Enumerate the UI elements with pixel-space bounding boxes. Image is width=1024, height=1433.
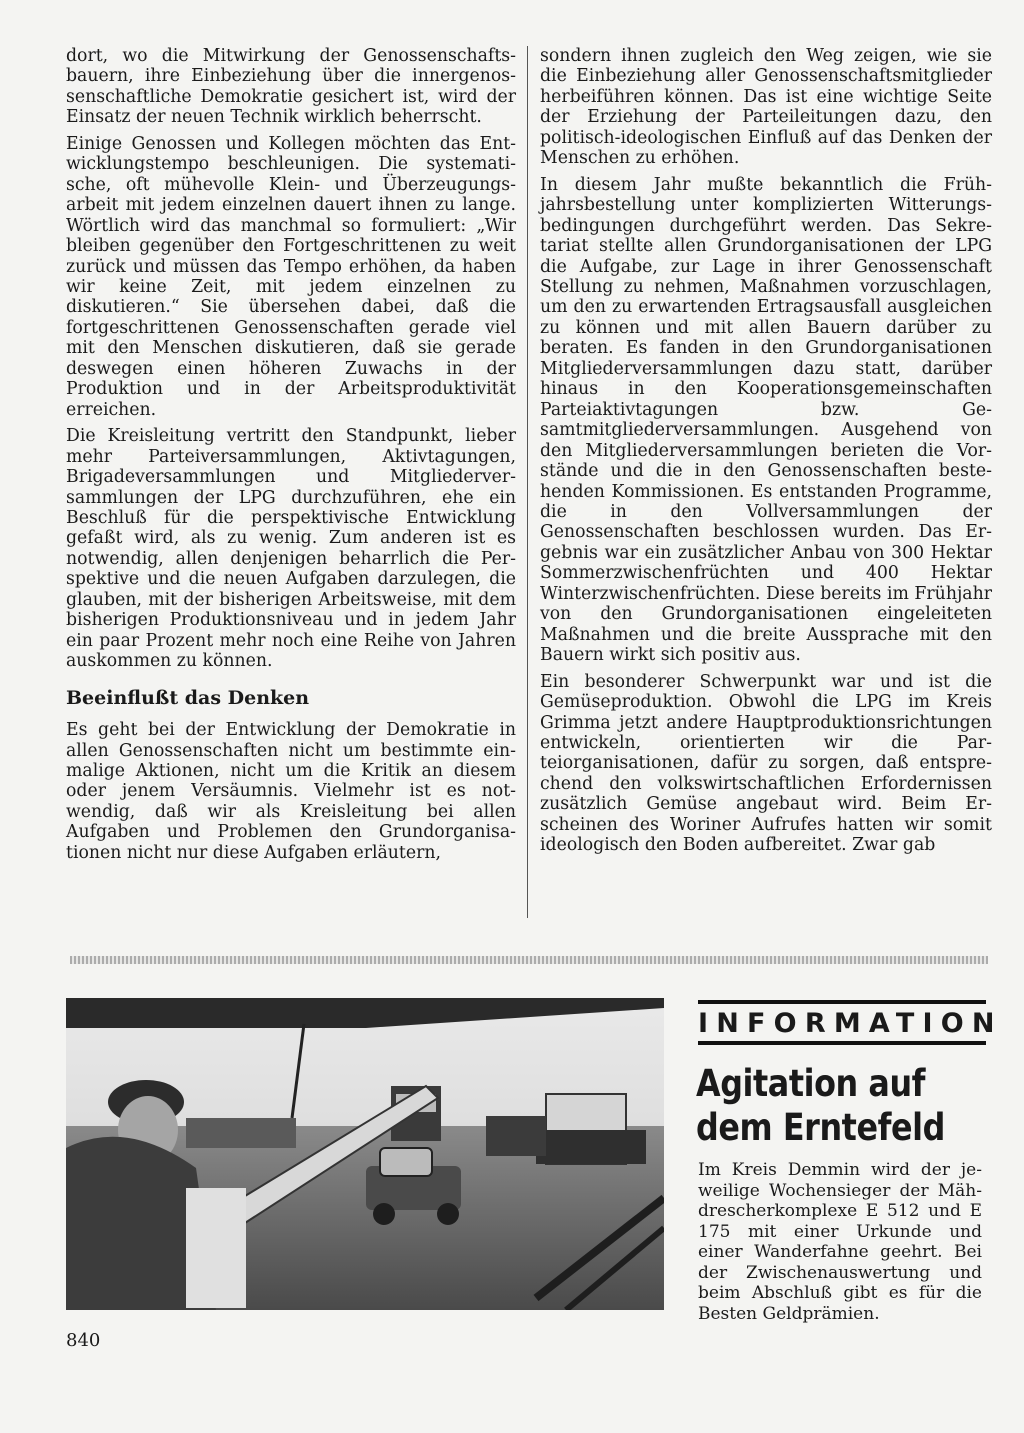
right-column [540,46,992,856]
paragraph: Einige Genossen und Kollegen möchten das Entwicklungstempo beschleunigen. Die systematische, oft mühevolle Klein- und Überzeugungsarbeit mit jedem einzelnen dauert ihnen zu lange. Wörtlich wird das manchmal so formuliert: „Wir bleiben gegenüber den Fortgeschrittenen zu weit zurück und müssen das Tempo erhöhen, da haben wir keine Zeit, mit jedem einzelnen zu diskutieren.“ Sie übersehen dabei, daß die fortgeschrittenen Genossenschaften gerade viel mit den Menschen diskutieren, daß sie gerade deswegen einen höheren Zuwachs in der Produktion und in der Arbeitsproduktivität erreichen. [66,133,516,420]
page-number: 840 [66,1330,101,1351]
harvest-field-photo [66,998,664,1310]
paragraph: sondern ihnen zugleich den Weg zeigen, wie sie die Einbeziehung aller Genossenschaftsmitglieder herbeiführen können. Das ist eine wichtige Seite der Erziehung der Parteileitungen dazu, den politisch-ideologischen Einfluß auf das Denken der Menschen zu erhöhen. [540,46,992,169]
left-column [66,46,516,863]
paragraph: dort, wo die Mitwirkung der Genossenschaftsbauern, ihre Einbeziehung über die innergenossenschaftliche Demokratie gesichert ist, wird der Einsatz der neuen Technik wirklich beherrscht. [66,46,516,128]
paragraph: In diesem Jahr mußte bekanntlich die Frühjahrsbestellung unter komplizierten Witterungsbedingungen durchgeführt werden. Das Sekretariat stellte allen Grundorganisationen der LPG die Aufgabe, zur Lage in ihrer Genossenschaft Stellung zu nehmen, Maßnahmen vorzuschlagen, um den zu erwartenden Ertragsausfall ausgleichen zu können und mit allen Bauern darüber zu beraten. Es fanden in den Grundorganisationen Mitgliederversammlungen dazu statt, darüber hinaus in den Kooperationsgemeinschaften Parteiaktivtagungen bzw. Gesamtmitgliederversammlungen. Ausgehend von den Mitgliederversammlungen berieten die Vorstände und die in den Genossenschaften bestehenden Kommissionen. Es entstanden Programme, die in den Vollversammlungen der Genossenschaften beschlossen wurden. Das Ergebnis war ein zusätzlicher Anbau von 300 Hektar Sommerzwischenfrüchten und 400 Hektar Winterzwischenfrüchten. Diese bereits im Frühjahr von den Grundorganisationen eingeleiteten Maßnahmen und die breite Aussprache mit den Bauern wirkt sich positiv aus. [540,174,992,666]
paragraph: Ein besonderer Schwerpunkt war und ist die Gemüseproduktion. Obwohl die LPG im Kreis Grimma jetzt andere Hauptproduktionsrichtungen entwickeln, orientierten wir die Parteiorganisationen, dafür zu sorgen, daß entsprechend den volkswirtschaftlichen Erfordernissen zusätzlich Gemüse angebaut wird. Beim Erscheinen des Woriner Aufrufes hatten wir somit ideologisch den Boden aufbereitet. Zwar gab [540,671,992,856]
info-headline: Agitation auf dem Erntefeld [696,1062,945,1149]
info-text: Im Kreis Demmin wird der jeweilige Wochensieger der Mähdrescherkomplexe E 512 und E 175 mit einer Urkunde und einer Wanderfahne geehrt. Bei der Zwischenauswertung und beim Abschluß gibt es für die Besten Geldprämien. [698,1160,982,1324]
section-subheading: Beeinflußt das Denken [66,686,310,709]
info-label: INFORMATION [698,1008,1003,1039]
harvest-photo-illustration [66,998,664,1310]
info-rule-top [698,1000,986,1004]
paragraph: Die Kreisleitung vertritt den Standpunkt, lieber mehr Parteiversammlungen, Aktivtagungen, Brigadeversammlungen und Mitgliederversammlungen der LPG durchzuführen, ehe ein Beschluß für die perspektivische Entwicklung gefaßt wird, als zu wenig. Zum anderen ist es notwendig, allen denjenigen beharrlich die Perspektive und die neuen Aufgaben darzulegen, die glauben, mit der bisherigen Arbeitsweise, mit dem bisherigen Produktionsniveau und in jedem Jahr ein paar Prozent mehr noch eine Reihe von Jahren auskommen zu können. [66,426,516,672]
dotted-separator [70,956,988,964]
column-divider [527,46,528,918]
paragraph: Es geht bei der Entwicklung der Demokratie in allen Genossenschaften nicht um bestimmte einmalige Aktionen, nicht um die Kritik an diesem oder jenem Versäumnis. Vielmehr ist es notwendig, daß wir als Kreisleitung bei allen Aufgaben und Problemen den Grundorganisationen nicht nur diese Aufgaben erläutern, [66,720,516,863]
info-rule-bottom [698,1041,986,1045]
